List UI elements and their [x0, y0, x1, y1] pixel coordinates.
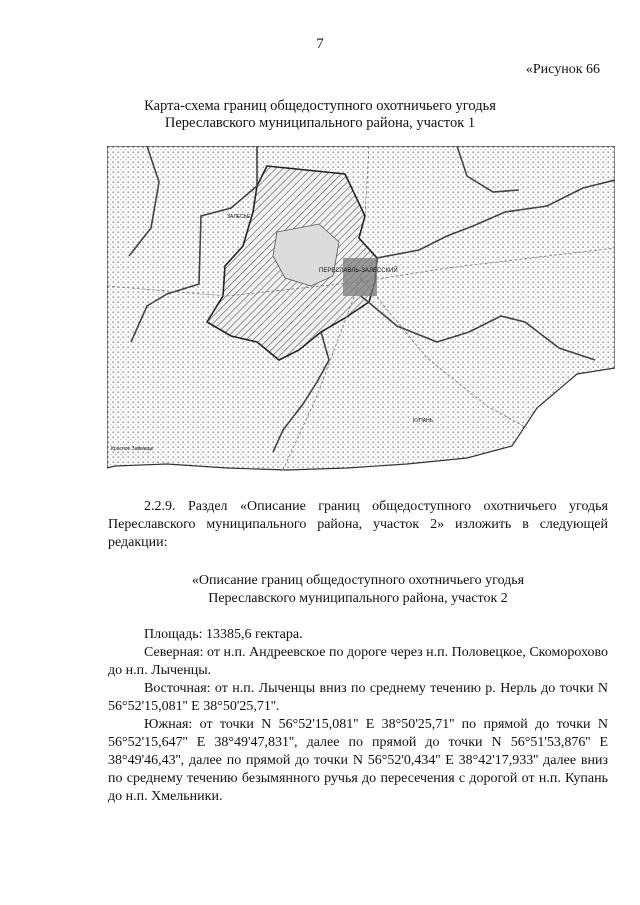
map-title-line-1: Карта-схема границ общедоступного охотничьего угодья: [144, 98, 496, 114]
map-label-town-main: ПЕРЕСЛАВЛЬ-ЗАЛЕССКИЙ: [319, 268, 398, 274]
figure-label: «Рисунок 66: [525, 62, 600, 77]
page-number: 7: [316, 36, 324, 52]
area-paragraph: Площадь: 13385,6 гектара.: [144, 627, 303, 642]
east-boundary-paragraph: Восточная: от н.п. Лыченцы вниз по среднему течению р. Нерль до точки N 56°52'15,081'' Е 38°50'25,71''.: [108, 681, 608, 714]
map-label-town-sw: Красное Займище: [111, 446, 154, 452]
south-boundary-paragraph: Южная: от точки N 56°52'15,081'' Е 38°50'25,71'' по прямой до точки N 56°52'15,647'' Е 38°49'47,831'', далее по прямой до точки N 56°51'53,876'' Е 38°49'46,43'', далее по прямой до точки N 56°52'0,434'' Е 38°42'17,933'' далее вниз по среднему течению безымянного ручья до пересечения с дорогой от н.п. Купань до н.п. Хмельники.: [108, 717, 608, 804]
map-title-line-2: Переславского муниципального района, участок 1: [164, 115, 476, 131]
north-boundary-paragraph: Северная: от н.п. Андреевское по дороге через н.п. Половецкое, Скоморохово до н.п. Лыченцы.: [108, 645, 608, 678]
map-label-town-nw: ЗАЛЕСЬЕ: [227, 214, 251, 220]
section-paragraph: 2.2.9. Раздел «Описание границ общедоступного охотничьего угодья Переславского муниципального района, участок 2» изложить в следующей редакции:: [108, 499, 608, 550]
map-label-town-se: КУПАНЬ: [413, 418, 433, 424]
map-title: [0, 98, 640, 132]
description-title-line-2: Переславского муниципального района, участок 2: [208, 591, 508, 606]
town-block: [343, 258, 377, 296]
hunting-ground-map: [107, 146, 615, 474]
description-title: [108, 572, 608, 608]
description-title-line-1: «Описание границ общедоступного охотничьего угодья: [191, 573, 525, 588]
